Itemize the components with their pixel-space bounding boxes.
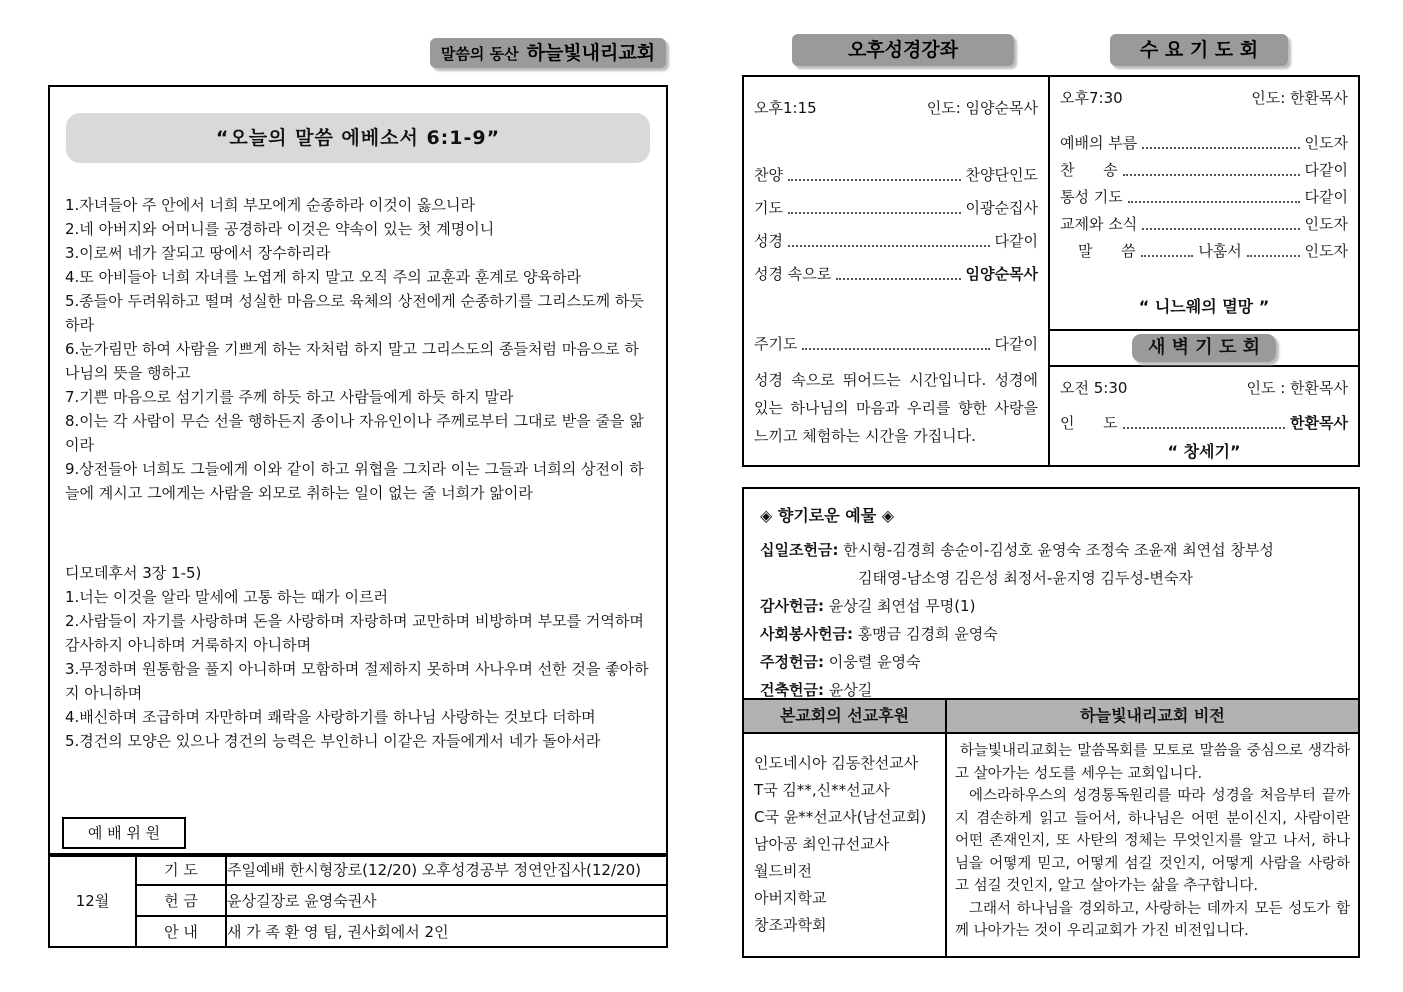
order-value: 임양순목사 xyxy=(965,265,1038,283)
dotted-leader xyxy=(802,348,989,350)
offering-label: 건축헌금: xyxy=(760,681,824,699)
offering-item xyxy=(760,536,1342,564)
table-row xyxy=(49,916,667,947)
todays-word-title: “오늘의 말씀 에베소서 6:1-9” xyxy=(66,113,650,163)
offering-label: 십일조헌금: xyxy=(760,541,839,559)
verse-line: 1.자녀들아 주 안에서 너희 부모에게 순종하라 이것이 옳으니라 xyxy=(65,196,475,214)
table-header-row xyxy=(744,700,1358,734)
schedule-row-value: 주일예배 한시형장로(12/20) 오후성경공부 정연안집사(12/20) xyxy=(226,854,667,885)
order-label: 예배의 부름 xyxy=(1060,134,1138,152)
order-value: 인도자 xyxy=(1304,242,1348,260)
church-name: 하늘빛내리교회 xyxy=(526,42,656,64)
lords-prayer-row xyxy=(754,333,1038,355)
offering-item xyxy=(760,620,1342,648)
verse-line: 2.사람들이 자기를 사랑하며 돈을 사랑하며 자랑하며 교만하며 비방하며 부모를 거역하며 감사하지 아니하며 거룩하지 아니하며 xyxy=(65,612,644,654)
schedule-month: 12월 xyxy=(49,854,136,947)
schedule-row-label: 헌 금 xyxy=(136,885,226,916)
afternoon-bible-class-column xyxy=(744,77,1050,465)
mission-list xyxy=(744,734,947,956)
mission-item: 창조과학회 xyxy=(754,916,827,934)
offerings-box xyxy=(742,487,1360,700)
offering-label: 감사헌금: xyxy=(760,597,824,615)
vision-paragraph: 에스라하우스의 성경통독원리를 따라 성경을 처음부터 끝까지 겸손하게 읽고 들어서, 하나님은 어떤 분이신지, 사람이란 어떤 존재인지, 또 사탄의 정체는 무엇인지를 알고 나서, 하나님을 어떻게 믿고, 어떻게 섬길 것인지, 어떻게 사람을 사랑하고 섬길 것인지, 알고 살아가는 삶을 추구합니다. xyxy=(955,788,1350,894)
service-leader: 인도: 한환목사 xyxy=(1251,89,1348,107)
order-value: 다같이 xyxy=(1304,188,1348,206)
scripture-text xyxy=(65,193,651,753)
worship-committee-table xyxy=(48,853,668,948)
dotted-leader xyxy=(836,278,960,280)
order-item xyxy=(1060,132,1348,154)
mission-item: 월드비전 xyxy=(754,862,812,880)
order-label: 교제와 소식 xyxy=(1060,215,1138,233)
offering-label: 주정헌금: xyxy=(760,653,824,671)
afternoon-bible-class-badge: 오후성경강좌 xyxy=(792,34,1014,66)
order-value: 다같이 xyxy=(994,335,1038,353)
schedule-row-value: 윤상길장로 윤영숙권사 xyxy=(226,885,667,916)
verse-line: 5.경건의 모양은 있으나 경건의 능력은 부인하니 이같은 자들에게서 네가 돌아서라 xyxy=(65,732,601,750)
vision-paragraph: 하늘빛내리교회는 말씀목회를 모토로 말씀을 중심으로 생각하고 살아가는 성도를 세우는 교회입니다. xyxy=(955,743,1350,782)
dawn-prayer-badge: 새 벽 기 도 회 xyxy=(1132,334,1276,362)
order-label: 주기도 xyxy=(754,335,798,353)
offering-names: 홍맹금 김경희 윤영숙 xyxy=(857,625,998,643)
offering-item xyxy=(760,592,1342,620)
order-label: 찬 송 xyxy=(1060,161,1118,179)
order-value: 이광순집사 xyxy=(965,199,1038,217)
order-value: 다같이 xyxy=(994,232,1038,250)
mission-header-cell: 본교회의 선교후원 xyxy=(744,700,947,732)
vision-header-cell: 하늘빛내리교회 비전 xyxy=(1080,706,1225,725)
table-body-row xyxy=(744,734,1358,956)
mission-item: 인도네시아 김동찬선교사 xyxy=(754,754,919,772)
service-leader: 인도: 임양순목사 xyxy=(926,99,1038,117)
sermon-book: 나훔서 xyxy=(1198,242,1242,260)
verse-line: 3.이로써 네가 잘되고 땅에서 장수하리라 xyxy=(65,244,331,262)
offerings-title: ◈ 향기로운 예물 ◈ xyxy=(760,506,895,525)
dawn-sermon-title: “ 창세기” xyxy=(1167,442,1241,461)
dotted-leader xyxy=(1141,255,1194,257)
dotted-leader xyxy=(1142,147,1299,149)
dotted-leader xyxy=(788,245,990,247)
service-time-row xyxy=(754,97,1038,118)
order-label: 통성 기도 xyxy=(1060,188,1123,206)
table-row xyxy=(49,854,667,885)
order-label: 기도 xyxy=(754,199,783,217)
schedule-row-value: 새 가 족 환 영 팀, 권사회에서 2인 xyxy=(226,916,667,947)
vision-text xyxy=(947,734,1358,956)
section-gap xyxy=(65,505,651,561)
mission-vision-table xyxy=(742,698,1360,958)
dotted-leader xyxy=(788,179,961,181)
order-item xyxy=(754,164,1038,186)
worship-committee-label: 예 배 위 원 xyxy=(62,817,186,849)
offering-label: 사회봉사헌금: xyxy=(760,625,853,643)
order-label: 찬양 xyxy=(754,166,783,184)
service-time: 오전 5:30 xyxy=(1060,379,1128,397)
mission-item: C국 윤**선교사(남선교회) xyxy=(754,808,927,826)
dotted-leader xyxy=(1123,174,1300,176)
order-value: 다같이 xyxy=(1304,161,1348,179)
verse-line: 1.너는 이것을 알라 말세에 고통 하는 때가 이르러 xyxy=(65,588,388,606)
dotted-leader xyxy=(1142,228,1299,230)
order-item xyxy=(1060,159,1348,181)
wednesday-prayer-badge: 수 요 기 도 회 xyxy=(1110,34,1288,66)
verse-line: 8.이는 각 사람이 무슨 선을 행하든지 종이나 자유인이나 주께로부터 그대로 받을 줄을 앎이라 xyxy=(65,412,644,454)
service-leader: 인도 : 한환목사 xyxy=(1246,379,1348,397)
order-label: 성경 xyxy=(754,232,783,250)
verse-line: 9.상전들아 너희도 그들에게 이와 같이 하고 위협을 그치라 이는 그들과 너희의 상전이 하늘에 계시고 그에게는 사람을 외모로 취하는 일이 없는 줄 너희가 앎이라 xyxy=(65,460,644,502)
order-value: 인도자 xyxy=(1304,134,1348,152)
schedule-row-label: 안 내 xyxy=(136,916,226,947)
schedule-row-label: 기 도 xyxy=(136,854,226,885)
order-value: 찬양단인도 xyxy=(965,166,1038,184)
dawn-prayer-band xyxy=(1050,329,1358,367)
order-item xyxy=(754,263,1038,285)
service-time-row xyxy=(1060,377,1348,398)
order-item xyxy=(754,197,1038,219)
verse-line: 3.무정하며 원통함을 풀지 아니하며 모함하며 절제하지 못하며 사나우며 선한 것을 좋아하지 아니하며 xyxy=(65,660,649,702)
order-item xyxy=(1060,186,1348,208)
service-time: 오후1:15 xyxy=(754,99,817,117)
order-item xyxy=(1060,412,1348,434)
verse-line: 7.기쁜 마음으로 섬기기를 주께 하듯 하고 사람들에게 하듯 하지 말라 xyxy=(65,388,514,406)
wednesday-prayer-column xyxy=(1050,77,1358,465)
offering-names-continued: 김태영-남소영 김은성 최정서-윤지영 김두성-변숙자 xyxy=(858,569,1193,587)
sermon-row xyxy=(1060,240,1348,262)
church-motto: 말씀의 동산 xyxy=(440,45,519,63)
dotted-leader xyxy=(1247,255,1300,257)
table-row xyxy=(49,885,667,916)
scripture-reference: 디모데후서 3장 1-5) xyxy=(65,564,202,582)
verse-line: 4.배신하며 조급하며 자만하며 쾌락을 사랑하기를 하나님 사랑하는 것보다 더하며 xyxy=(65,708,596,726)
dotted-leader xyxy=(1123,427,1285,429)
order-item xyxy=(754,230,1038,252)
offering-names: 이웅렬 윤영숙 xyxy=(828,653,921,671)
vision-paragraph: 그래서 하나님을 경외하고, 사랑하는 데까지 모든 성도가 함께 나아가는 것이 우리교회가 가진 비전입니다. xyxy=(955,900,1350,939)
order-label: 성경 속으로 xyxy=(754,265,832,283)
verse-line: 2.네 아버지와 어머니를 공경하라 이것은 약속이 있는 첫 계명이니 xyxy=(65,220,495,238)
order-value: 인도자 xyxy=(1304,215,1348,233)
verse-line: 5.종들아 두려워하고 떨며 성실한 마음으로 육체의 상전에게 순종하기를 그리스도께 하듯 하라 xyxy=(65,292,644,334)
todays-word-box xyxy=(48,85,668,857)
mission-item: 아버지학교 xyxy=(754,889,827,907)
order-item xyxy=(1060,213,1348,235)
order-value: 한환목사 xyxy=(1290,414,1348,432)
mission-item: 남아공 최인규선교사 xyxy=(754,835,890,853)
verse-line: 4.또 아비들아 너희 자녀를 노엽게 하지 말고 오직 주의 교훈과 훈계로 양육하라 xyxy=(65,268,581,286)
offering-names: 윤상길 최연섭 무명(1) xyxy=(828,597,976,615)
dotted-leader xyxy=(788,212,961,214)
mission-item: T국 김**,신**선교사 xyxy=(754,781,890,799)
service-order-table xyxy=(742,75,1360,467)
offering-item xyxy=(760,648,1342,676)
service-time-row xyxy=(1060,87,1348,108)
church-name-badge xyxy=(430,38,666,68)
order-label: 말 씀 xyxy=(1078,242,1136,260)
wednesday-sermon-title: “ 니느웨의 멸망 ” xyxy=(1138,297,1270,316)
order-label: 인 도 xyxy=(1060,414,1118,432)
service-time: 오후7:30 xyxy=(1060,89,1123,107)
verse-line: 6.눈가림만 하여 사람을 기쁘게 하는 자처럼 하지 말고 그리스도의 종들처럼 마음으로 하나님의 뜻을 행하고 xyxy=(65,340,639,382)
dotted-leader xyxy=(1128,201,1300,203)
offering-names: 한시형-김경희 송순이-김성호 윤영숙 조정숙 조윤재 최연섭 창부성 xyxy=(843,541,1274,559)
afternoon-class-note: 성경 속으로 뛰어드는 시간입니다. 성경에 있는 하나님의 마음과 우리를 향한 사랑을 느끼고 체험하는 시간을 가집니다. xyxy=(754,371,1038,445)
offering-names: 윤상길 xyxy=(828,681,873,699)
